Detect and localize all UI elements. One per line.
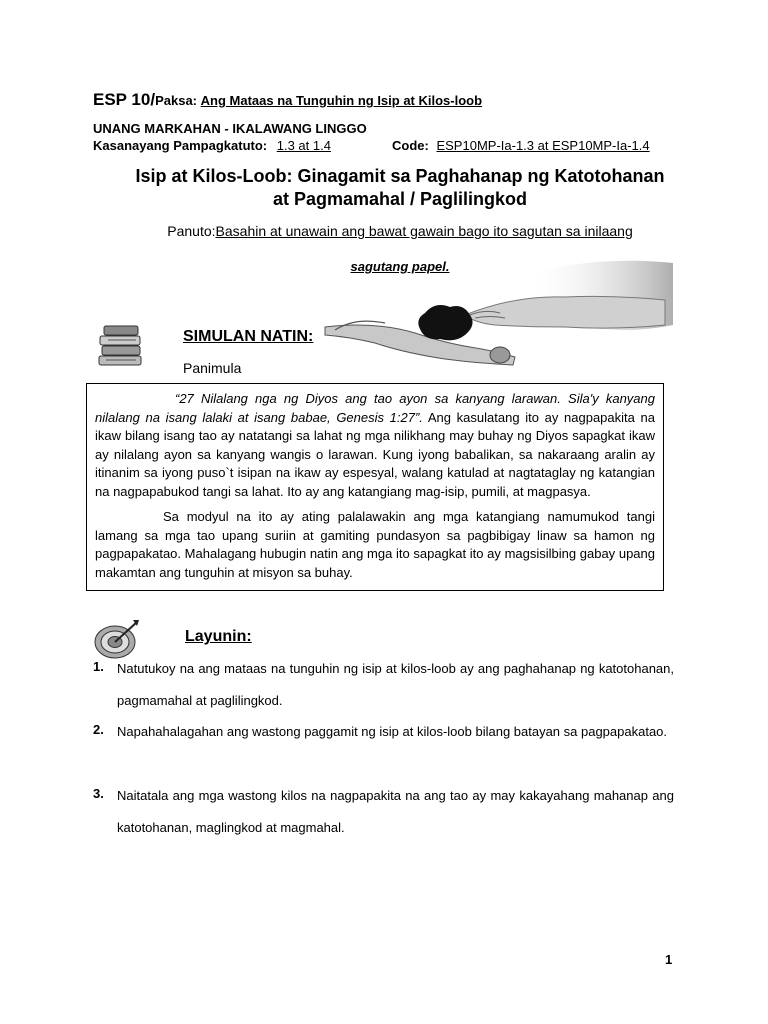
objective-text: Natutukoy na ang mataas na tunguhin ng isip at kilos-loob ay ang paghahanap ng katotohanan, pagmamahal at paglilingkod. <box>117 661 674 708</box>
objective-text: Napahahalagahan ang wastong paggamit ng isip at kilos-loob bilang batayan sa pagpapakatao. <box>117 724 668 739</box>
subject-header <box>93 90 482 110</box>
code-group <box>392 138 650 153</box>
objective-item <box>93 716 674 748</box>
subject-code: ESP 10/ <box>93 90 156 109</box>
objective-number: 2. <box>93 722 104 737</box>
intro-paragraph-1 <box>95 390 655 501</box>
kasanayan-value: 1.3 at 1.4 <box>276 138 331 153</box>
code-value: ESP10MP-Ia-1.3 at ESP10MP-Ia-1.4 <box>436 138 650 153</box>
panuto-text: Basahin at unawain ang bawat gawain bago ito sagutan sa inilaang <box>215 223 633 239</box>
bible-quote: “27 Nilalang nga ng Diyos ang tao ayon sa kanyang larawan. Sila'y kanyang nilalang na isang lalaki at isang babae, Genesis 1:27”. <box>95 391 655 425</box>
panuto-text-2: sagutang papel. <box>350 259 450 274</box>
intro-paragraph-1-body: Ang kasulatang ito ay nagpapakita na ikaw bilang isang tao ay natatangi sa lahat ng mga nilikhang may buhay ng Diyos sapagkat ikaw ay nilalang ayon sa kanyang wangis o larawan. Kung iyong babalikan, sa nakaraang aralin ay itinanim sa iyong puso`t isipan na ikaw ay espesyal, walang katulad at nagtataglay ng katangian na nagpapabukod tangi sa lahat. Ito ay ang katangiang mag-isip, pumili, at magpasya. <box>95 409 655 499</box>
objective-item <box>93 780 674 844</box>
page-number: 1 <box>665 952 673 967</box>
intro-box <box>86 383 664 591</box>
paksa-value: Ang Mataas na Tunguhin ng Isip at Kilos-loob <box>200 93 483 108</box>
instructions <box>60 223 740 239</box>
panuto-label: Panuto: <box>167 223 216 239</box>
title-line-1: Isip at Kilos-Loob: Ginagamit sa Paghahanap ng Katotohanan <box>135 166 665 186</box>
creation-illustration <box>295 255 675 375</box>
title-line-2: at Pagmamahal / Paglilingkod <box>272 189 528 209</box>
paksa-label: Paksa: <box>155 93 197 108</box>
objective-item <box>93 653 674 717</box>
objective-number: 3. <box>93 786 104 801</box>
intro-paragraph-2: Sa modyul na ito ay ating palalawakin ang mga katangiang namumukod tangi lamang sa mga tao upang suriin at gamiting pundasyon sa pagbibigay linaw sa hamon ng pagpapakatao. Mahalagang hubugin natin ang mga ito sapagkat ito ay magsisilbing gabay upang makamtan ang tunguhin at misyon sa buhay. <box>95 509 655 580</box>
objective-text: Naitatala ang mga wastong kilos na nagpapakita na ang tao ay may kakayahang mahanap ang katotohanan, maglingkod at magmahal. <box>117 788 674 835</box>
simulan-heading: SIMULAN NATIN: <box>183 328 314 345</box>
code-label: Code: <box>392 138 429 153</box>
kasanayan-label: Kasanayang Pampagkatuto: <box>93 138 268 153</box>
competency-line <box>93 138 683 153</box>
quarter-week: UNANG MARKAHAN - IKALAWANG LINGGO <box>93 121 367 136</box>
page-title <box>60 165 740 211</box>
books-icon <box>96 322 146 368</box>
layunin-heading: Layunin: <box>185 628 252 645</box>
objective-number: 1. <box>93 659 104 674</box>
panimula-subheading: Panimula <box>183 360 242 376</box>
